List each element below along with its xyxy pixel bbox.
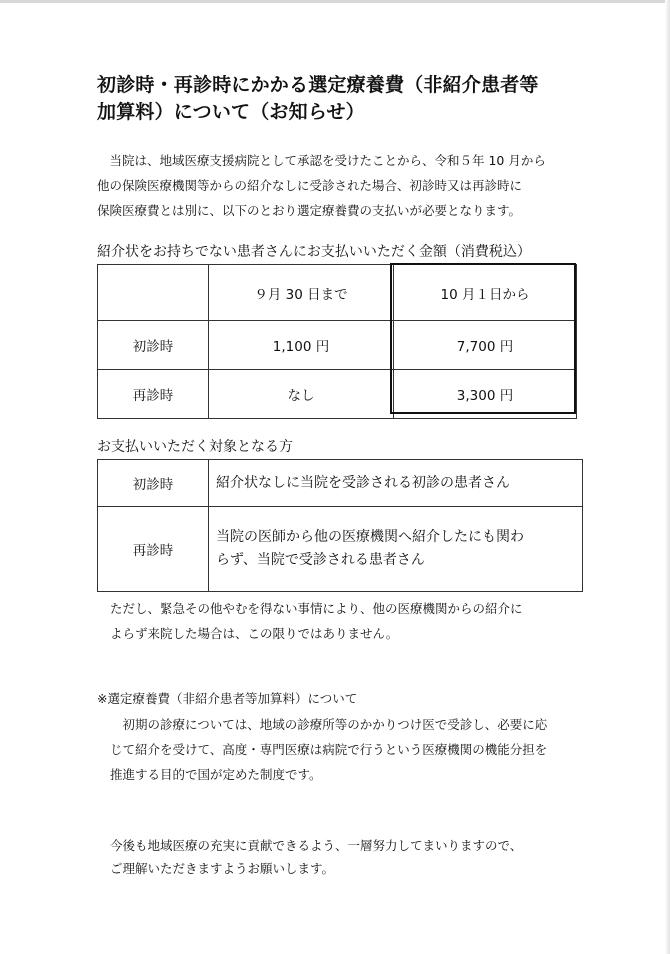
target-row-label: 再診時	[98, 507, 209, 592]
target-row-label: 初診時	[98, 460, 209, 507]
fee-header-new: 10 月１日から	[394, 265, 577, 321]
title-line-1: 初診時・再診時にかかる選定療養費（非紹介患者等	[97, 74, 539, 96]
target-desc-line-2: らず、当院で受診される患者さん	[216, 552, 425, 568]
footnote-line-2: じて紹介を受けて、高度・専門医療は病院で行うという医療機関の機能分担を	[110, 742, 548, 757]
intro-line-3: 保険医療費とは別に、以下のとおり選定療養費の支払いが必要となります。	[97, 203, 522, 218]
footnote-line-1: 初期の診療については、地域の診療所等のかかりつけ医で受診し、必要に応	[110, 717, 548, 732]
fee-table-row	[98, 370, 577, 419]
page-right-edge	[665, 0, 670, 954]
target-row-description	[209, 507, 583, 592]
fee-row-label: 再診時	[98, 370, 209, 419]
target-desc-line-1: 当院の医師から他の医療機関へ紹介したにも関わ	[216, 529, 524, 545]
footnote-line-3: 推進する目的で国が定めた制度です。	[110, 767, 322, 782]
closing-line-1: 今後も地域医療の充実に貢献できるよう、一層努力してまいりますので、	[110, 838, 523, 853]
fee-header-old: ９月 30 日まで	[209, 265, 394, 321]
footnote-paragraph	[110, 712, 590, 787]
target-section-label: お支払いいただく対象となる方	[97, 439, 293, 455]
closing-paragraph	[110, 834, 590, 880]
intro-paragraph	[97, 148, 587, 223]
target-table-row	[98, 460, 583, 507]
fee-row-new-value: 7,700 円	[394, 321, 577, 370]
page-top-edge	[0, 0, 670, 3]
exception-note	[110, 596, 590, 646]
title-line-2: 加算料）について（お知らせ）	[97, 101, 365, 123]
target-desc-line-1: 紹介状なしに当院を受診される初診の患者さん	[216, 474, 510, 491]
fee-table-row	[98, 321, 577, 370]
intro-line-1: 当院は、地域医療支援病院として承認を受けたことから、令和５年 10 月から	[97, 153, 546, 168]
note-line-1: ただし、緊急その他やむを得ない事情により、他の医療機関からの紹介に	[110, 601, 523, 616]
fee-table	[97, 264, 577, 419]
target-table-row	[98, 507, 583, 592]
closing-line-2: ご理解いただきますようお願いします。	[110, 861, 335, 876]
fee-row-label: 初診時	[98, 321, 209, 370]
note-line-2: よらず来院した場合は、この限りではありません。	[110, 626, 399, 641]
fee-row-old-value: なし	[209, 370, 394, 419]
fee-row-new-value: 3,300 円	[394, 370, 577, 419]
target-row-description	[209, 460, 583, 507]
fee-header-blank	[98, 265, 209, 321]
fee-table-header-row	[98, 265, 577, 321]
page-title	[97, 72, 597, 126]
intro-line-2: 他の保険医療機関等からの紹介なしに受診された場合、初診時又は再診時に	[97, 178, 523, 193]
footnote-title: ※選定療養費（非紹介患者等加算料）について	[97, 691, 358, 706]
target-table	[97, 459, 583, 592]
fee-row-old-value: 1,100 円	[209, 321, 394, 370]
fee-section-label: 紹介状をお持ちでない患者さんにお支払いいただく金額（消費税込）	[97, 244, 531, 260]
